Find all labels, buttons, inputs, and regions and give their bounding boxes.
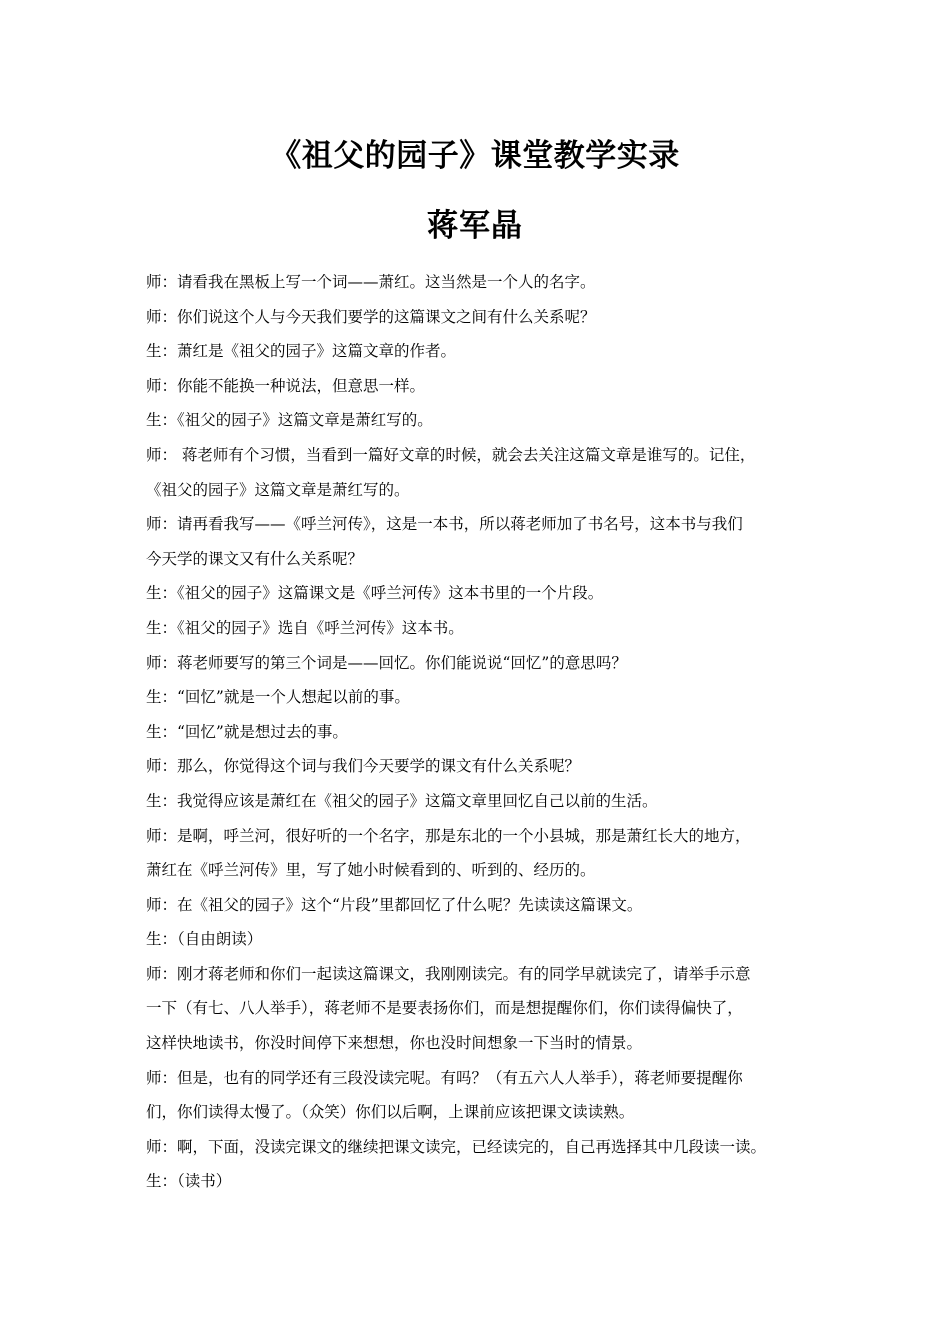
transcript-line: 一下（有七、八人举手），蒋老师不是要表扬你们，而是想提醒你们，你们读得偏快了，: [146, 999, 743, 1018]
transcript-line: 师：蒋老师要写的第三个词是——回忆。你们能说说“回忆”的意思吗？: [146, 653, 627, 672]
transcript-line: 师：请再看我写——《呼兰河传》，这是一本书，所以蒋老师加了书名号，这本书与我们: [146, 515, 743, 534]
transcript-line: 生：萧红是《祖父的园子》这篇文章的作者。: [146, 342, 457, 361]
transcript-line: 师：是啊，呼兰河，很好听的一个名字，那是东北的一个小县城，那是萧红长大的地方，: [146, 826, 751, 845]
transcript-line: 生：《祖父的园子》这篇课文是《呼兰河传》这本书里的一个片段。: [146, 584, 604, 603]
transcript-line: 生：（自由朗读）: [146, 930, 263, 949]
transcript-body: [146, 265, 811, 1199]
transcript-line: 师：请看我在黑板上写一个词——萧红。这当然是一个人的名字。: [146, 273, 596, 291]
transcript-line: 这样快地读书，你没时间停下来想想，你也没时间想象一下当时的情景。: [146, 1034, 643, 1053]
transcript-line: 师：那么，你觉得这个词与我们今天要学的课文有什么关系呢？: [146, 757, 581, 776]
transcript-line: 生：“回忆”就是想过去的事。: [146, 722, 348, 741]
transcript-line: 师：但是，也有的同学还有三段没读完呢。有吗？（有五六人人举手），蒋老师要提醒你: [146, 1068, 743, 1087]
transcript-line: 生：（读书）: [146, 1172, 232, 1191]
transcript-line: 师：啊，下面，没读完课文的继续把课文读完，已经读完的，自己再选择其中几段读一读。: [146, 1137, 767, 1156]
transcript-line: 生：我觉得应该是萧红在《祖父的园子》这篇文章里回忆自己以前的生活。: [146, 791, 658, 810]
transcript-line: 《祖父的园子》这篇文章是萧红写的。: [146, 480, 410, 499]
transcript-line: 生：《祖父的园子》这篇文章是萧红写的。: [146, 411, 433, 430]
transcript-line: 师：刚才蒋老师和你们一起读这篇课文，我刚刚读完。有的同学早就读完了，请举手示意: [146, 964, 751, 983]
transcript-line: 师：你能不能换一种说法，但意思一样。: [146, 376, 426, 395]
document-title: 《祖父的园子》课堂教学实录: [270, 138, 680, 174]
document-author: 蒋军晶: [427, 208, 523, 244]
transcript-line: 萧红在《呼兰河传》里，写了她小时候看到的、听到的、经历的。: [146, 861, 596, 880]
transcript-line: 师：你们说这个人与今天我们要学的这篇课文之间有什么关系呢？: [146, 307, 596, 326]
transcript-line: 生：“回忆”就是一个人想起以前的事。: [146, 688, 410, 707]
transcript-line: 师：在《祖父的园子》这个“片段”里都回忆了什么呢？先读读这篇课文。: [146, 895, 643, 914]
transcript-line: 师： 蒋老师有个习惯，当看到一篇好文章的时候，就会去关注这篇文章是谁写的。记住，: [146, 445, 756, 464]
transcript-line: 们，你们读得太慢了。（众笑）你们以后啊，上课前应该把课文读读熟。: [146, 1103, 635, 1122]
transcript-line: 今天学的课文又有什么关系呢？: [146, 549, 364, 568]
transcript-line: 生：《祖父的园子》选自《呼兰河传》这本书。: [146, 618, 464, 637]
